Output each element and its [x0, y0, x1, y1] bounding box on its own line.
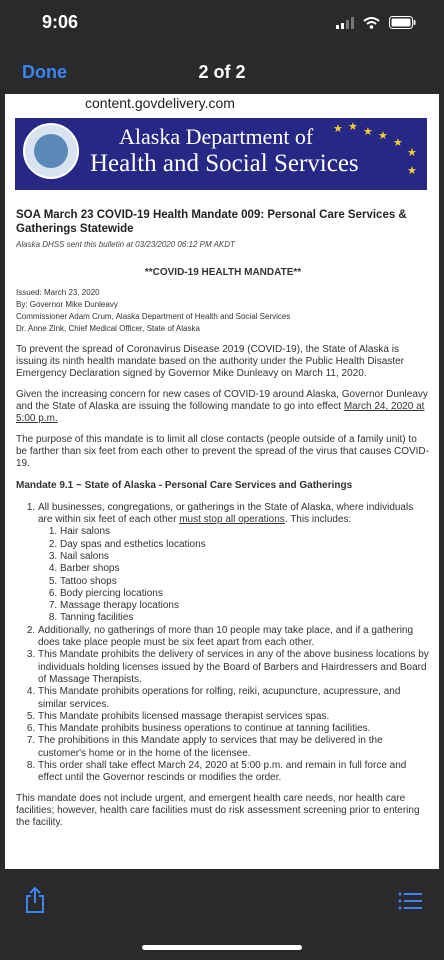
sub-list-item: 2. Day spas and esthetics locations	[60, 539, 430, 551]
status-icons	[336, 16, 416, 29]
mandate-title: Mandate 9.1 ~ State of Alaska - Personal Care Services and Gatherings	[16, 480, 353, 492]
commissioner: Commissioner Adam Crum, Alaska Department of Health and Social Services	[16, 312, 291, 322]
page-count: 2 of 2	[198, 62, 246, 82]
url-bar	[5, 94, 439, 114]
list-item: 8. This order shall take effect March 24, 2020 at 5:00 p.m. and remain in full force and effect until the Governor rescinds or modifies the order.	[38, 760, 430, 785]
list-item: 7. The prohibitions in this Mandate apply to services that may be delivered in the customer's home or in the home of the licensee.	[38, 735, 430, 760]
bulletin-meta	[16, 287, 430, 336]
wifi-icon	[363, 17, 380, 29]
nav-bar	[0, 52, 444, 92]
paragraph-intro: To prevent the spread of Coronavirus Disease 2019 (COVID-19), the State of Alaska is issuing its ninth health mandate based on the authority under the Public Health Disaster Emergency Declaration signed by Governor Mike Dunleavy on March 11, 2020.	[16, 343, 405, 380]
sub-list-item: 6. Body piercing locations	[60, 588, 430, 600]
mandate-list	[16, 502, 430, 785]
star-icon: ★	[393, 137, 403, 149]
star-icon: ★	[407, 165, 417, 177]
paragraph-effective	[16, 389, 430, 426]
sub-list-item: 1. Hair salons	[60, 526, 430, 538]
state-seal-logo	[23, 123, 79, 179]
item1-suffix: . This includes:	[284, 514, 352, 526]
banner-line2: Health and Social Services	[90, 150, 359, 177]
list-item: 4. This Mandate prohibits operations for rolfing, reiki, acupuncture, acupressure, and similar services.	[38, 686, 430, 711]
done-button[interactable]: Done	[22, 62, 67, 82]
signal-icon	[336, 17, 354, 29]
bulletin-sent: Alaska DHSS sent this bulletin at 03/23/2020 06:12 PM AKDT	[16, 240, 235, 249]
agency-banner	[15, 118, 427, 190]
document-page[interactable]	[5, 94, 439, 869]
banner-line1: Alaska Department of	[119, 124, 314, 149]
medical-officer: Dr. Anne Zink, Chief Medical Officer, State of Alaska	[16, 324, 200, 334]
bulletin-title: SOA March 23 COVID-19 Health Mandate 009: Personal Care Services & Gatherings Statewide	[16, 209, 407, 235]
star-icon: ★	[333, 123, 343, 135]
list-item	[38, 502, 430, 625]
star-icon: ★	[348, 121, 358, 133]
list-item: 5. This Mandate prohibits licensed massage therapist services spas.	[38, 711, 430, 723]
sub-list	[38, 526, 430, 624]
sub-list-item: 4. Barber shops	[60, 563, 430, 575]
paragraph-closing: This mandate does not include urgent, and emergent health care needs, nor health care facilities; however, health care facilities must do risk assessment screening prior to entering the facility.	[16, 792, 420, 829]
battery-icon	[389, 16, 416, 29]
status-bar	[0, 0, 444, 46]
item1-text: All businesses, congregations, or gatherings in the State of Alaska, where individuals are within six feet of each other	[38, 501, 414, 526]
sub-list-item: 7. Massage therapy locations	[60, 600, 430, 612]
list-item: 6. This Mandate prohibits business operations to continue at tanning facilities.	[38, 723, 430, 735]
list-item: 3. This Mandate prohibits the delivery of services in any of the above business locations by individuals holding licenses issued by the Board of Barbers and Hairdressers and Board of Massage Therapists.	[38, 649, 430, 686]
star-icon: ★	[378, 130, 388, 142]
star-icon: ★	[363, 126, 373, 138]
sub-list-item: 3. Nail salons	[60, 551, 430, 563]
list-icon[interactable]	[398, 892, 422, 910]
bulletin-content	[16, 208, 430, 829]
home-indicator	[142, 945, 302, 950]
url-text: content.govdelivery.com	[85, 95, 235, 111]
mandate-heading: **COVID-19 HEALTH MANDATE**	[144, 267, 302, 279]
star-icon: ★	[407, 147, 417, 159]
sub-list-item: 5. Tattoo shops	[60, 576, 430, 588]
item1-underline: must stop all operations	[179, 514, 285, 526]
share-icon[interactable]	[24, 886, 46, 914]
sub-list-item: 8. Tanning facilities	[60, 612, 430, 624]
issued-date: Issued: March 23, 2020	[16, 287, 100, 297]
paragraph-effective-text: Given the increasing concern for new cases of COVID-19 around Alaska, Governor Dunleavy and the State of Alaska are issuing the following mandate to go into effect	[16, 388, 428, 412]
paragraph-purpose: The purpose of this mandate is to limit all close contacts (people outside of a family unit) to be farther than six feet from each other to prevent the spread of the virus that causes COVID-19.	[16, 433, 429, 470]
issued-by: By: Governor Mike Dunleavy	[16, 299, 118, 309]
list-item: 2. Additionally, no gatherings of more than 10 people may take place, and if a gathering does take place people must be six feet apart from each other.	[38, 625, 430, 650]
status-time: 9:06	[42, 12, 79, 32]
effective-date-link: March 24, 2020 at 5:00 p.m.	[16, 400, 425, 425]
bottom-toolbar	[0, 870, 444, 960]
